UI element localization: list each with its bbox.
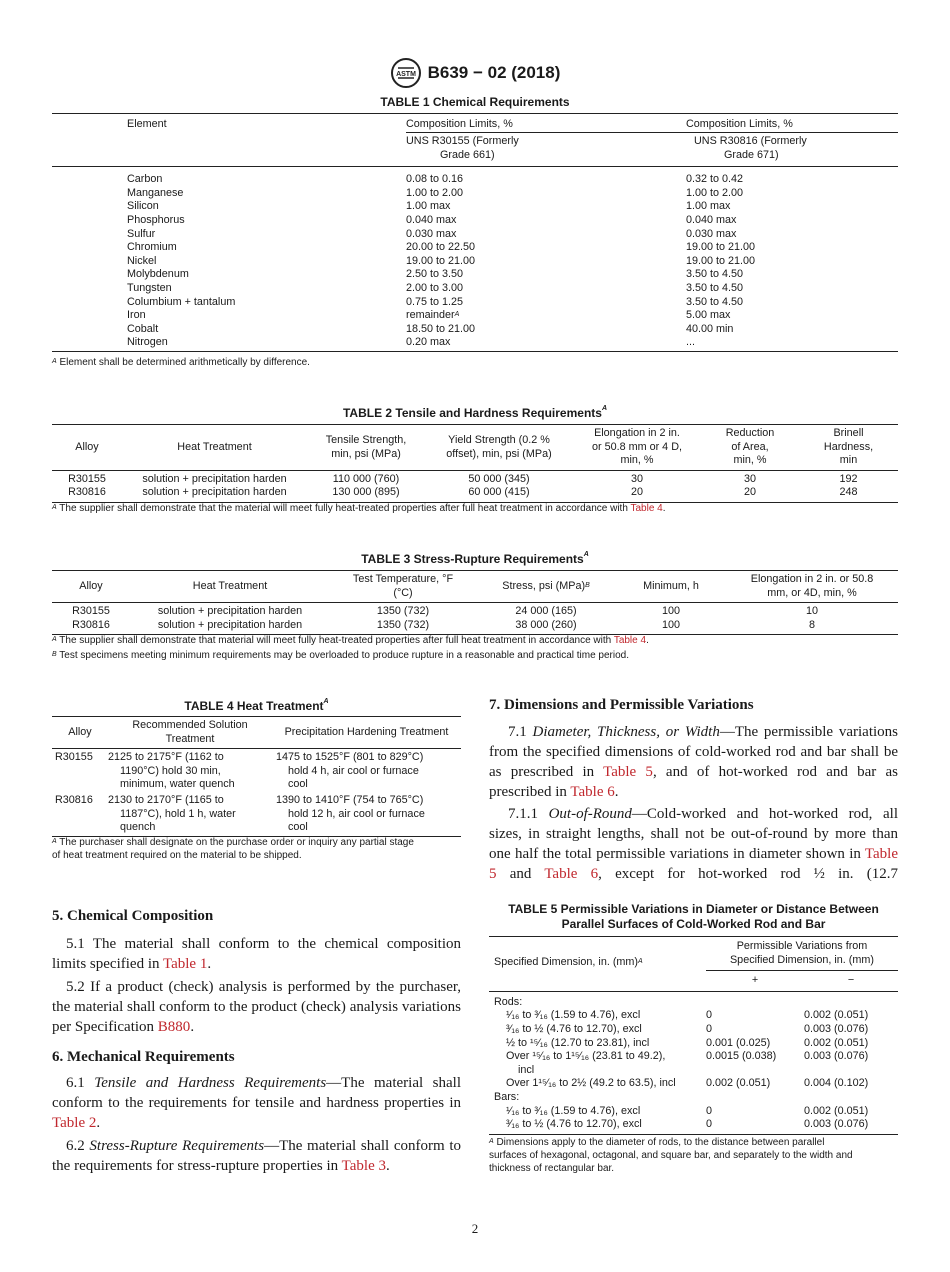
table3-header-min: Minimum, h [643, 580, 699, 592]
table3-cell: R30155 [72, 605, 110, 618]
table5-dimension: ½ to ¹⁵⁄₁₆ (12.70 to 23.81), incl [506, 1036, 650, 1049]
table3-cell: solution + precipitation harden [157, 618, 303, 631]
table2-cell: 60 000 (415) [468, 486, 530, 499]
table2-cell: 20 [630, 486, 643, 499]
para-7-1 [489, 722, 898, 802]
spacer [52, 296, 127, 310]
table4-solution [108, 749, 272, 792]
table5-dimension: Over ¹⁵⁄₁₆ to 1¹⁵⁄₁₆ (23.81 to 49.2), [506, 1050, 666, 1063]
table4-link[interactable]: Table 4 [630, 503, 663, 514]
table3-footnote-a-text: The supplier shall demonstrate that material will meet fully heat-treated properties after full heat treatment in accordance with [56, 635, 614, 646]
table5-link[interactable]: Table 5 [603, 764, 653, 780]
para-6-1-num: 6.1 [66, 1075, 95, 1091]
table1-value-b: 0.030 max [686, 227, 737, 240]
para-6-1-text: —The material shall conform to the requirements for tensile and hardness properties in [52, 1075, 462, 1111]
table1-value-b: 3.50 to 4.50 [686, 282, 744, 295]
table1-value-a-text: 1.00 to 2.00 [406, 186, 464, 199]
table-row [52, 214, 898, 228]
table5-header-dim [489, 937, 706, 992]
para-5-2-text: 5.2 If a product (check) analysis is performed by the purchaser, the material shall conform to the product (check) analysis variations per Specification [52, 979, 461, 1035]
table2-cell: R30155 [68, 472, 106, 485]
table2-cell: 30 [743, 472, 756, 485]
table3 [52, 570, 898, 635]
table1-sub-a2: Grade 661) [440, 148, 495, 161]
spacer [52, 173, 127, 187]
spacer [52, 282, 127, 296]
table3-footnote-a-end: . [646, 635, 649, 646]
table1-sub-b1: UNS R30816 (Formerly [694, 135, 807, 148]
table2-header-alloy: Alloy [75, 441, 99, 453]
para-5-1-end: . [207, 956, 212, 972]
table5-footnote-line3: thickness of rectangular bar. [489, 1163, 615, 1174]
table1-value-a [406, 214, 686, 228]
table5-plus: 0 [706, 1022, 713, 1035]
table2-cell: 110 000 (760) [332, 472, 400, 485]
table4-precipitation-line: hold 4 h, air cool or furnace [288, 764, 419, 777]
table1-element: Iron [127, 309, 146, 322]
table4-precipitation-line: cool [288, 778, 308, 791]
table5-header-dim-text: Specified Dimension, in. (mm) [494, 956, 639, 968]
table-row [52, 268, 898, 282]
table4 [52, 716, 461, 837]
para-6-1-end: . [96, 1115, 101, 1131]
table2-header-red-2: of Area, [731, 440, 769, 453]
table-row [52, 296, 898, 310]
table1-value-a [406, 241, 686, 255]
table4-precipitation-line: 1475 to 1525°F (801 to 829°C) [276, 751, 424, 764]
table1-element: Phosphorus [127, 214, 185, 227]
table5-plus: 0.0015 (0.038) [706, 1050, 777, 1063]
table2-header-elong-2: or 50.8 mm or 4 D, [591, 440, 682, 453]
spacer [52, 228, 127, 242]
table3-cell: 100 [661, 618, 680, 631]
table4-precipitation-line: cool [288, 821, 308, 834]
table1-value-a-text: 0.030 max [406, 227, 457, 240]
table3-footnote-a-mark: A [52, 636, 57, 643]
page-header [0, 57, 950, 89]
table3-cell: 100 [661, 605, 680, 618]
table2-header-tensile-2: min, psi (MPa) [331, 447, 401, 460]
table-row [489, 1023, 898, 1037]
table2-header-elong-3: min, % [620, 454, 654, 467]
table5-title-line1: TABLE 5 Permissible Variations in Diameter or Distance Between [508, 902, 879, 916]
table1-value-a [406, 228, 686, 242]
table3-header-alloy: Alloy [79, 580, 103, 592]
para-7-1-1-mid: and [496, 866, 545, 882]
table5-dimension-cont: incl [518, 1063, 535, 1076]
table2-link[interactable]: Table 2 [52, 1115, 97, 1131]
table3-cell: R30816 [72, 618, 110, 631]
table3-cell: 1350 (732) [376, 605, 430, 618]
table2-header-red-3: min, % [733, 454, 767, 467]
table4-link[interactable]: Table 4 [613, 635, 647, 646]
table3-cell: 24 000 (165) [515, 605, 577, 618]
table-row [52, 200, 898, 214]
para-7-1-1-end: , except for hot-worked rod ½ in. (12.7 [598, 866, 899, 882]
table4-body [52, 749, 461, 835]
table-row [52, 470, 898, 486]
para-7-1-title: Diameter, Thickness, or Width [532, 724, 720, 740]
table1-element: Columbium + tantalum [127, 295, 236, 308]
table5-footnote-line2: surfaces of hexagonal, octagonal, and square bar, and separately to the width and [489, 1150, 853, 1161]
table1-value-a [406, 282, 686, 296]
table-row [489, 1037, 898, 1051]
para-7-1-num: 7.1 [508, 724, 533, 740]
table5-footnote-mark: A [489, 1138, 494, 1145]
svg-text:ASTM: ASTM [395, 71, 416, 78]
table2-cell: R30816 [68, 486, 106, 499]
spacer [706, 1064, 804, 1078]
table2-header-heat: Heat Treatment [177, 441, 252, 453]
table3-footnote-b [52, 649, 629, 662]
table1-value-a [406, 323, 686, 337]
table-row [52, 749, 461, 792]
table1-value-b: 3.50 to 4.50 [686, 268, 744, 281]
table5-plus: 0 [706, 1104, 713, 1117]
table4-alloy: R30816 [55, 793, 93, 806]
para-6-2-title: Stress-Rupture Requirements [89, 1138, 265, 1154]
table4-footnote-mark: A [52, 838, 57, 845]
table1-value-a [406, 173, 686, 187]
table3-header-elong-2: mm, or 4D, min, % [767, 586, 857, 599]
table5 [489, 936, 898, 1135]
table2-body [52, 470, 898, 502]
spacer [52, 255, 127, 269]
table3-header-elong-1: Elongation in 2 in. or 50.8 [750, 573, 874, 585]
spacer [804, 1064, 898, 1078]
table2-header-yield-1: Yield Strength (0.2 % [448, 434, 550, 446]
table3-header-temp-1: Test Temperature, °F [352, 573, 454, 585]
table1-value-a [406, 255, 686, 269]
table2-cell: solution + precipitation harden [142, 486, 287, 499]
table4-solution [108, 792, 272, 835]
table5-minus: 0.003 (0.076) [804, 1050, 869, 1063]
table1-element: Manganese [127, 186, 184, 199]
table-row [52, 241, 898, 255]
table5-dimension: ³⁄₁₆ to ½ (4.76 to 12.70), excl [506, 1022, 642, 1035]
table1-value-a-text: remainder [406, 309, 455, 322]
table1-value-a [406, 309, 686, 323]
table1-footnote-text: Element shall be determined arithmetically by difference. [56, 357, 310, 368]
table1-title: TABLE 1 Chemical Requirements [380, 95, 570, 109]
table4-title-text: TABLE 4 Heat Treatment [184, 699, 324, 713]
table1-value-a-text: 0.08 to 0.16 [406, 173, 464, 186]
table3-header-stress: Stress, psi (MPa) [502, 580, 586, 592]
page-number: 2 [471, 1221, 479, 1236]
table1-sub-a1: UNS R30155 (Formerly [406, 135, 519, 148]
table4-precipitation-line: 1390 to 1410°F (754 to 765°C) [276, 793, 424, 806]
table1-element: Nitrogen [127, 336, 168, 349]
table1-value-a-text: 1.00 max [406, 200, 451, 213]
table3-link[interactable]: Table 3 [341, 1158, 386, 1174]
spacer [52, 268, 127, 282]
table5-minus: 0.002 (0.051) [804, 1104, 869, 1117]
spacer [52, 323, 127, 337]
table1-header-comp-a: Composition Limits, % [406, 118, 513, 130]
table5-minus: 0.003 (0.076) [804, 1022, 869, 1035]
table3-footnote-a [52, 634, 649, 647]
table4-footnote-line2: of heat treatment required on the material to be shipped. [52, 850, 302, 861]
table1-value-a [406, 268, 686, 282]
table3-cell: 10 [805, 605, 818, 618]
table6-link[interactable]: Table 6 [544, 866, 599, 882]
table2-title-mark: A [601, 405, 608, 412]
table1-value-a [406, 296, 686, 310]
table3-title [0, 552, 950, 566]
para-6-2-num: 6.2 [66, 1138, 90, 1154]
table3-header-stress-mark: B [585, 582, 590, 589]
table5-plus: 0.002 (0.051) [706, 1077, 771, 1090]
table1-element: Molybdenum [127, 268, 189, 281]
table-row [489, 1064, 898, 1078]
table4-precipitation-line: hold 12 h, air cool or furnace [288, 807, 425, 820]
table4-precipitation [272, 749, 461, 792]
table1-value-a-text: 0.040 max [406, 214, 457, 227]
table1-value-a-text: 0.20 max [406, 336, 451, 349]
section-7-heading: 7. Dimensions and Permissible Variations [489, 697, 754, 713]
table3-footnote-b-mark: B [52, 651, 57, 658]
table1-value-a-text: 2.00 to 3.00 [406, 282, 464, 295]
table5-title [486, 902, 901, 932]
table1-value-b: 3.50 to 4.50 [686, 295, 744, 308]
table5-title-line2: Parallel Surfaces of Cold-Worked Rod and Bar [561, 917, 826, 931]
para-5-2 [52, 977, 461, 1037]
table2-title [0, 406, 950, 420]
table4-solution-line: 1190°C) hold 30 min, [120, 764, 221, 777]
table4-header-sol-1: Recommended Solution [132, 719, 248, 731]
spacer [52, 336, 127, 350]
table2-cell: solution + precipitation harden [142, 472, 287, 485]
table4-solution-line: quench [120, 821, 156, 834]
table5-header-perm-2: Specified Dimension, in. (mm) [729, 953, 874, 966]
table5-minus: 0.002 (0.051) [804, 1036, 869, 1049]
table3-header-heat: Heat Treatment [192, 580, 268, 592]
table1-element: Cobalt [127, 322, 159, 335]
table5-dimension: ³⁄₁₆ to ½ (4.76 to 12.70), excl [506, 1118, 642, 1131]
table5-dimension: ¹⁄₁₆ to ³⁄₁₆ (1.59 to 4.76), excl [506, 1009, 641, 1022]
table5-plus: 0 [706, 1118, 713, 1131]
table5-dimension: ¹⁄₁₆ to ³⁄₁₆ (1.59 to 4.76), excl [506, 1104, 641, 1117]
table4-title-mark: A [323, 698, 329, 705]
table1-value-a-text: 19.00 to 21.00 [406, 254, 476, 267]
table2-title-text: TABLE 2 Tensile and Hardness Requirements [342, 406, 602, 420]
table3-cell: solution + precipitation harden [157, 605, 303, 618]
table1-value-b: 5.00 max [686, 309, 731, 322]
table2-footnote-mark: A [52, 504, 57, 511]
table-row [52, 323, 898, 337]
table1-footnote-mark: A [52, 358, 57, 365]
para-7-1-1-title: Out-of-Round [548, 806, 632, 822]
spacer [52, 187, 127, 201]
table4-solution-line: minimum, water quench [120, 778, 235, 791]
para-5-1-text: 5.1 The material shall conform to the chemical composition limits specified in [52, 936, 461, 972]
spacer [52, 200, 127, 214]
table-row [489, 1009, 898, 1023]
b880-link[interactable]: B880 [157, 1019, 191, 1035]
table-row [52, 792, 461, 835]
table-row [52, 486, 898, 502]
table2-cell: 20 [743, 486, 756, 499]
table2-cell: 50 000 (345) [468, 472, 530, 485]
table1-element: Carbon [127, 173, 163, 186]
table5-header-minus: − [847, 974, 855, 987]
para-6-2 [52, 1136, 461, 1176]
table5-bars-label: Bars: [494, 1090, 520, 1103]
para-7-1-mid: , and of hot-worked rod and bar as prescribed in [489, 764, 898, 800]
table2-cell: 130 000 (895) [332, 486, 400, 499]
table2-footnote-text: The supplier shall demonstrate that the material will meet fully heat-treated properties after full heat treatment in accordance with [56, 503, 631, 514]
table-row [52, 603, 898, 619]
table5-minus: 0.004 (0.102) [804, 1077, 869, 1090]
table-row [52, 282, 898, 296]
table4-footnote [52, 836, 464, 862]
table1-value-b: 0.32 to 0.42 [686, 173, 744, 186]
table4-footnote-line1: The purchaser shall designate on the purchase order or inquiry any partial stage [56, 837, 414, 848]
table2-cell: 248 [839, 486, 858, 499]
table2-header-yield-2: offset), min, psi (MPa) [446, 447, 552, 460]
section-5-heading: 5. Chemical Composition [52, 908, 214, 924]
table-row [489, 1105, 898, 1119]
table-row [52, 336, 898, 350]
table2-footnote [52, 502, 666, 515]
table3-title-text: TABLE 3 Stress-Rupture Requirements [361, 552, 584, 566]
table2-cell: 30 [630, 472, 643, 485]
table5-plus: 0.001 (0.025) [706, 1036, 771, 1049]
table2-header-elong-1: Elongation in 2 in. [594, 427, 680, 439]
spacer [52, 241, 127, 255]
table3-title-mark: A [583, 551, 589, 558]
table1-value-b: 0.040 max [686, 214, 737, 227]
table5-minus: 0.003 (0.076) [804, 1118, 869, 1131]
document-designation: B639 − 02 (2018) [427, 63, 561, 82]
table2-header-brin-1: Brinell [833, 427, 864, 439]
table1-value-a-text: 0.75 to 1.25 [406, 295, 464, 308]
table4-header-sol-2: Treatment [165, 732, 215, 745]
para-6-2-end: . [386, 1158, 390, 1174]
table5-header-perm-1: Permissible Variations from [736, 940, 868, 952]
table1-element: Chromium [127, 241, 177, 254]
table-row [489, 1118, 898, 1132]
table1-value-a-text: 2.50 to 3.50 [406, 268, 464, 281]
table5-plus: 0 [706, 1009, 713, 1022]
table1-value-a [406, 200, 686, 214]
table2-header-red-1: Reduction [725, 427, 775, 439]
table4-alloy: R30155 [55, 751, 93, 764]
table5-header-dim-mark: A [638, 958, 643, 965]
table1-value-b: 1.00 max [686, 200, 731, 213]
section-6-heading: 6. Mechanical Requirements [52, 1049, 235, 1065]
table1-header-element: Element [127, 118, 167, 130]
para-7-1-1 [489, 804, 898, 884]
spacer [52, 214, 127, 228]
table5-footnote [489, 1136, 901, 1175]
para-6-1-title: Tensile and Hardness Requirements [94, 1075, 327, 1091]
table-row [52, 309, 898, 323]
para-5-2-end: . [190, 1019, 195, 1035]
table2-header-brin-3: min [839, 454, 858, 467]
table5-link[interactable]: Table 5 [489, 846, 898, 882]
table1-element: Silicon [127, 200, 159, 213]
table-row [52, 187, 898, 201]
table-row [489, 1077, 898, 1091]
para-6-2-text: —The material shall conform to the requirements for stress-rupture properties in [52, 1138, 462, 1174]
table4-solution-line: 2125 to 2175°F (1162 to [108, 751, 224, 764]
table5-rods-label: Rods: [494, 995, 523, 1008]
table4-header-alloy: Alloy [68, 726, 92, 738]
table1-value-b: 19.00 to 21.00 [686, 241, 756, 254]
table2 [52, 424, 898, 503]
para-7-1-1-num: 7.1.1 [508, 806, 549, 822]
table5-bars [489, 1105, 898, 1132]
para-5-1 [52, 934, 461, 974]
table1-value-a-text: 18.50 to 21.00 [406, 322, 476, 335]
table4-solution-line: 1187°C), hold 1 h, water [120, 807, 236, 820]
table-row [489, 1050, 898, 1064]
table1-value-b: 1.00 to 2.00 [686, 186, 744, 199]
table4-precipitation [272, 792, 461, 835]
table1-value-a-text: 20.00 to 22.50 [406, 241, 476, 254]
table4-header-prec: Precipitation Hardening Treatment [284, 726, 449, 738]
table1-header-comp-b: Composition Limits, % [686, 118, 793, 130]
table1-iron-mark: A [454, 311, 460, 319]
table1-value-b: 19.00 to 21.00 [686, 254, 756, 267]
table3-header-temp-2: (°C) [393, 586, 413, 599]
table4-solution-line: 2130 to 2170°F (1165 to [108, 793, 224, 806]
table2-footnote-end: . [662, 503, 666, 514]
table-row [52, 228, 898, 242]
para-7-1-1-text: —Cold-worked and hot-worked rod, all sizes, in straight lengths, shall not be out-of-round by more than one half the total permissible variations in diameter shown in [489, 806, 898, 862]
table2-header-tensile-1: Tensile Strength, [325, 434, 407, 446]
table5-minus: 0.002 (0.051) [804, 1009, 869, 1022]
table1-value-a [406, 336, 686, 350]
table1-footnote [52, 356, 310, 369]
table5-dimension: Over 1¹⁵⁄₁₆ to 2½ (49.2 to 63.5), incl [506, 1077, 676, 1090]
table1 [52, 113, 898, 352]
table1-element: Sulfur [127, 227, 156, 240]
table5-header-plus: + [751, 974, 759, 987]
table2-cell: 192 [839, 472, 858, 485]
astm-logo-icon [390, 57, 422, 89]
table1-element: Tungsten [127, 282, 172, 295]
para-7-1-end: . [614, 784, 619, 800]
table1-link[interactable]: Table 1 [162, 956, 208, 972]
table3-body [52, 603, 898, 635]
table1-element: Nickel [127, 254, 157, 267]
para-7-1-text: —The permissible variations from the specified dimensions of cold-worked rod and bar shall be as prescribed in [489, 724, 898, 780]
spacer [52, 309, 127, 323]
table1-body [52, 173, 898, 350]
table-row [52, 619, 898, 635]
table1-value-b: ... [686, 336, 695, 349]
table6-link[interactable]: Table 6 [570, 784, 615, 800]
table3-cell: 38 000 (260) [515, 618, 577, 631]
table1-sub-b2: Grade 671) [724, 148, 779, 161]
table5-footnote-line1: Dimensions apply to the diameter of rods, to the distance between parallel [493, 1137, 825, 1148]
table-row [52, 255, 898, 269]
table3-cell: 8 [808, 618, 815, 631]
table4-title [52, 699, 461, 713]
table2-header-brin-2: Hardness, [823, 440, 874, 453]
table5-rods [489, 1009, 898, 1091]
table3-cell: 1350 (732) [376, 618, 430, 631]
table-row [52, 173, 898, 187]
table1-value-a [406, 187, 686, 201]
para-6-1 [52, 1073, 461, 1133]
table3-footnote-b-text: Test specimens meeting minimum requirements may be overloaded to produce rupture in a reasonable and practical time period. [56, 650, 630, 661]
table1-value-b: 40.00 min [686, 322, 734, 335]
